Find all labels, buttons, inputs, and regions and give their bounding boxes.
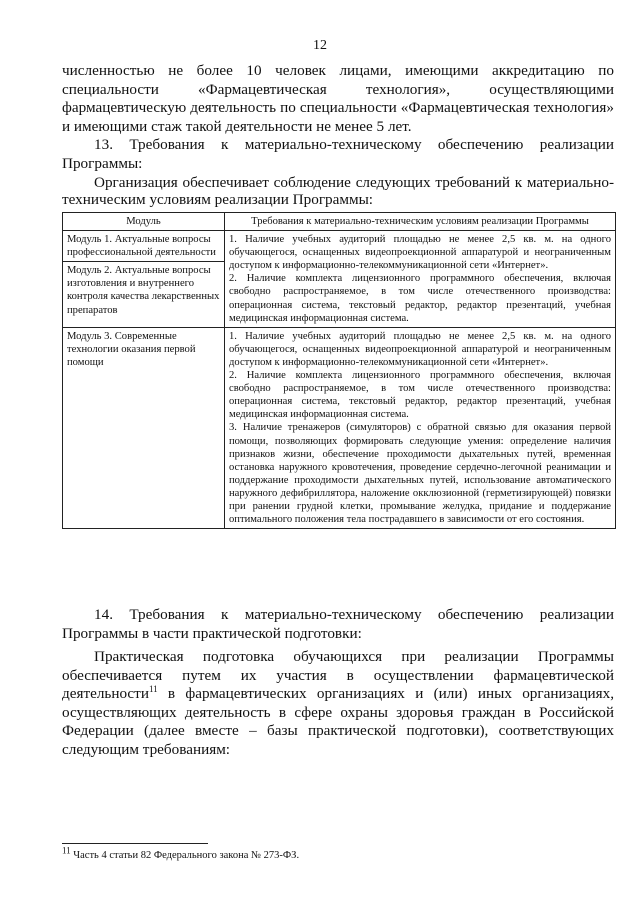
table-row bbox=[63, 327, 616, 528]
module-name: Модуль 3. Современные технологии оказания первой помощи bbox=[67, 330, 196, 368]
module-name: Модуль 1. Актуальные вопросы профессиональной деятельности bbox=[63, 231, 224, 262]
section-14-heading: 14. Требования к материально-техническому обеспечению реализации Программы в части практической подготовки: bbox=[62, 606, 614, 642]
requirements-table bbox=[62, 212, 616, 529]
section-13-text: Организация обеспечивает соблюдение следующих требований к материально-техническим условиям реализации Программы: bbox=[62, 174, 614, 209]
header-module: Модуль bbox=[63, 213, 225, 231]
footnote-divider bbox=[62, 843, 208, 844]
module-cell bbox=[63, 327, 225, 528]
footnote bbox=[62, 845, 300, 861]
intro-paragraph: численностью не более 10 человек лицами, имеющими аккредитацию по специальности «Фармацевтическая технология», осуществляющими фармацевтическую деятельность по специальности «Фармацевтическая технология» и имеющими стаж такой деятельности не менее 5 лет. bbox=[62, 62, 614, 135]
section-14-text-part-2: в фармацевтических организациях и (или) иных организациях, осуществляющих деятельность в сфере охраны здоровья граждан в Российской Федерации (далее вместе – базы практической подготовки), соответствующих следующим требованиям: bbox=[62, 685, 614, 758]
requirement-item: 2. Наличие комплекта лицензионного программного обеспечения, включая свободно распространяемое, в том числе отечественного производства: операционная система, текстовый редактор, редактор презентаций, учебная медицинская информационная система. bbox=[229, 370, 611, 421]
table-row bbox=[63, 231, 616, 328]
header-requirements: Требования к материально-техническим условиям реализации Программы bbox=[225, 213, 616, 231]
module-name: Модуль 2. Актуальные вопросы изготовления и внутреннего контроля качества лекарственных препаратов bbox=[67, 265, 220, 316]
table-header-row bbox=[63, 213, 616, 231]
section-14-text-part-1: Практическая подготовка обучающихся при реализации Программы обеспечивается путем их участия в осуществлении фармацевтической деятельности bbox=[62, 648, 614, 703]
requirements-cell bbox=[225, 327, 616, 528]
requirement-item: 2. Наличие комплекта лицензионного программного обеспечения, включая свободно распространяемое, в том числе отечественного производства: операционная система, текстовый редактор, редактор презентаций, учебная медицинская информационная система. bbox=[229, 273, 611, 324]
section-13-heading: 13. Требования к материально-техническому обеспечению реализации Программы: bbox=[62, 136, 614, 172]
footnote-marker: 11 bbox=[62, 845, 71, 856]
requirement-item: 3. Наличие тренажеров (симуляторов) с обратной связью для оказания первой помощи, позволяющих формировать следующие умения: определение наличия признаков жизни, обеспечение проходимости дыхательных путей, временная остановка наружного кровотечения, проведение сердечно-легочной реанимации и поддержание проходимости дыхательных путей, использование автоматического наружного дефибриллятора, наложение окклюзионной (герметизирующей) повязки при ранении грудной клетки, промывание желудка, придание и поддержание оптимального положения тела пострадавшего в зависимости от его состояния. bbox=[229, 422, 611, 526]
footnote-text: Часть 4 статьи 82 Федерального закона № 273-ФЗ. bbox=[70, 850, 300, 861]
requirements-cell bbox=[225, 231, 616, 328]
requirement-item: 1. Наличие учебных аудиторий площадью не менее 2,5 кв. м. на одного обучающегося, оснащенных видеопроекционной аппаратурой и неограниченным доступом к информационно-телекоммуникационной сети «Интернет». bbox=[229, 234, 611, 272]
page-number: 12 bbox=[313, 38, 327, 53]
section-14-text bbox=[62, 648, 614, 760]
footnote-reference: 11 bbox=[148, 684, 158, 695]
requirement-item: 1. Наличие учебных аудиторий площадью не менее 2,5 кв. м. на одного обучающегося, оснащенных видеопроекционной аппаратурой и неограниченным доступом к информационно-телекоммуникационной сети «Интернет». bbox=[229, 330, 611, 368]
module-cell bbox=[63, 231, 225, 328]
